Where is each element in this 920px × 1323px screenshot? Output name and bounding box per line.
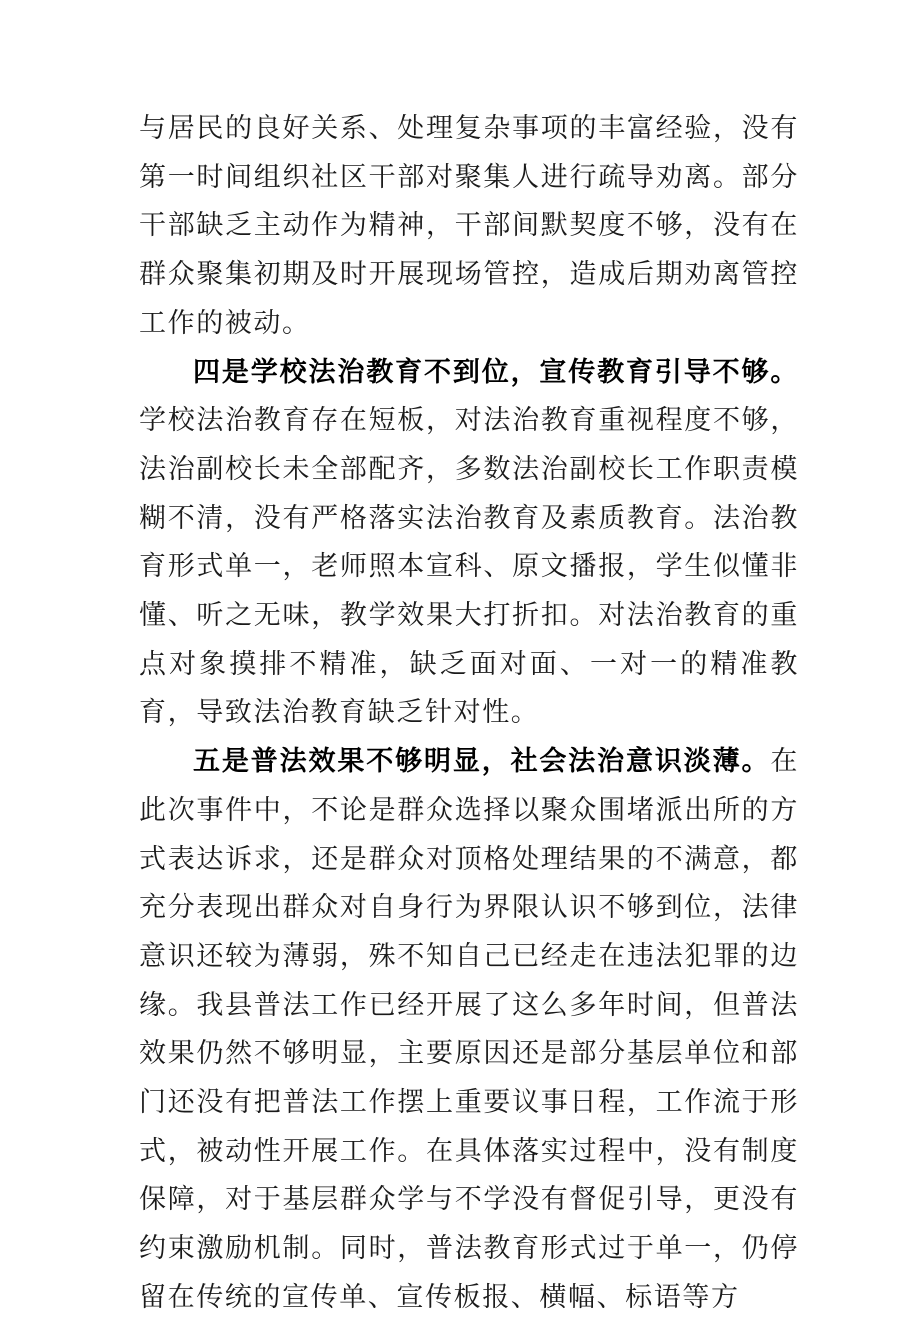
paragraph-continued [139, 105, 799, 349]
paragraph-text: 学校法治教育存在短板，对法治教育重视程度不够，法治副校长未全部配齐，多数法治副校长工作职责模糊不清，没有严格落实法治教育及素质教育。法治教育形式单一，老师照本宣科、原文播报，学生似懂非懂、听之无味，教学效果大打折扣。对法治教育的重点对象摸排不精准，缺乏面对面、一对一的精准教育，导致法治教育缺乏针对性。 [139, 405, 799, 729]
paragraph-heading: 五是普法效果不够明显，社会法治意识淡薄。 [193, 746, 771, 778]
paragraph-text: 在此次事件中，不论是群众选择以聚众围堵派出所的方式表达诉求，还是群众对顶格处理结果的不满意，都充分表现出群众对自身行为界限认识不够到位，法律意识还较为薄弱，殊不知自己已经走在违法犯罪的边缘。我县普法工作已经开展了这么多年时间，但普法效果仍然不够明显，主要原因还是部分基层单位和部门还没有把普法工作摆上重要议事日程，工作流于形式，被动性开展工作。在具体落实过程中，没有制度保障，对于基层群众学与不学没有督促引导，更没有约束激励机制。同时，普法教育形式过于单一，仍停留在传统的宣传单、宣传板报、横幅、标语等方 [139, 746, 799, 1313]
paragraph-text: 与居民的良好关系、处理复杂事项的丰富经验，没有第一时间组织社区干部对聚集人进行疏导劝离。部分干部缺乏主动作为精神，干部间默契度不够，没有在群众聚集初期及时开展现场管控，造成后期劝离管控工作的被动。 [139, 113, 799, 339]
paragraph-point-four [139, 349, 799, 739]
paragraph-heading: 四是学校法治教育不到位，宣传教育引导不够。 [193, 356, 799, 388]
document-body [139, 105, 799, 1323]
paragraph-point-five [139, 738, 799, 1322]
